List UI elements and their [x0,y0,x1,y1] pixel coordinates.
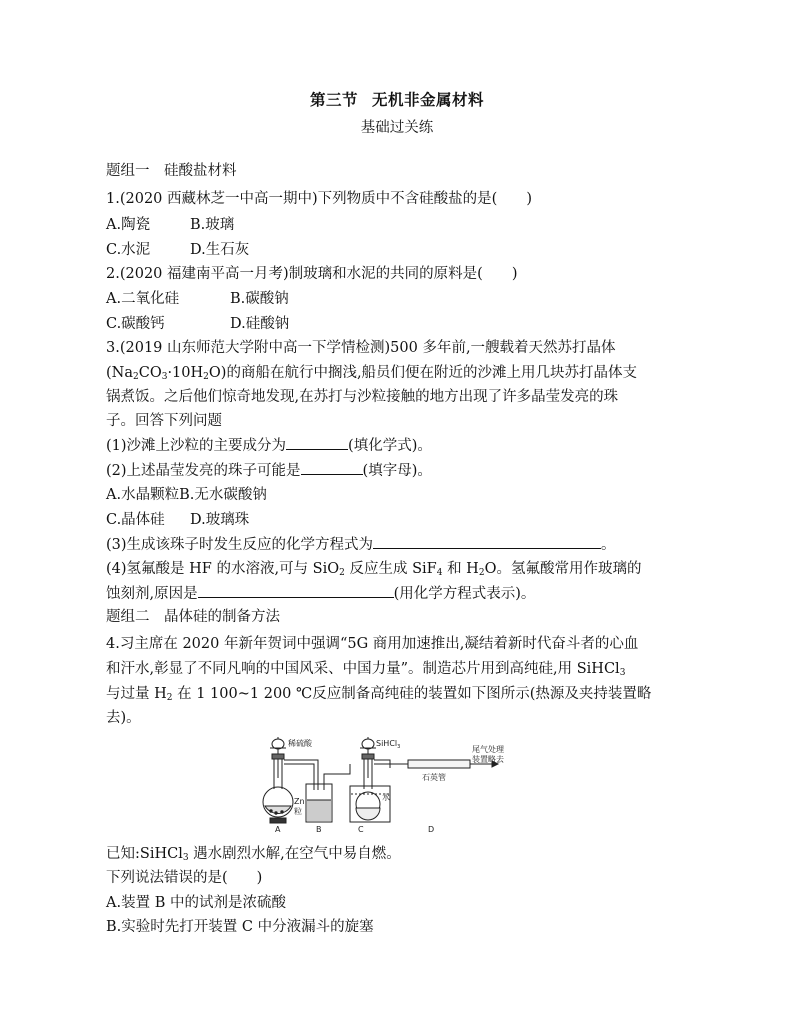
tube-a-b-inner [284,764,314,790]
q4-line2-text: 和汗水,彰显了不同凡响的中国风采、中国力量”。制造芯片用到高纯硅,用 SiHCl [106,661,620,677]
q1-options-row1 [106,214,235,236]
q3-part4-hint: (用化学方程式表示)。 [393,586,536,602]
q3-part4-text: 蚀刻剂,原因是 [106,586,198,602]
q3-part1 [106,435,432,457]
q3-sub: 2 [478,568,485,578]
group-heading-1: 题组一 硅酸盐材料 [106,163,237,179]
q4-sub: 3 [619,668,626,678]
label-tail-gas-2: 装置略去 [472,755,504,764]
q4-line3 [106,683,651,709]
q3-sub: 4 [436,568,443,578]
q3-option-b: B.无水碳酸钠 [179,487,267,503]
q3-part4-line1 [106,558,641,584]
apparatus-figure [258,734,510,836]
q4-line2 [106,658,625,684]
q3-line4: 子。回答下列问题 [106,413,222,429]
label-granule: 粒 [294,807,302,816]
funnel-c [360,737,376,778]
q3-sub: 2 [133,372,139,382]
q3-line3: 锅煮饭。之后他们惊奇地发现,在苏打与沙粒接触的地方出现了许多晶莹发亮的珠 [106,389,619,405]
bottle-b [306,764,350,822]
q4-sub: 2 [166,693,173,703]
label-water: 水 [382,793,390,802]
section-title [0,88,794,110]
q3-option-a: A.水晶颗粒 [106,487,180,503]
flask-c-bath [350,759,390,822]
q4-option-b: B.实验时先打开装置 C 中分液漏斗的旋塞 [106,919,374,935]
q4-ask: 下列说法错误的是( ) [106,870,263,886]
q3-formula-text: CO [138,365,162,381]
q3-part2 [106,460,432,482]
q3-part2-hint: (填字母)。 [362,463,432,479]
q3-part4-text: O。氢氟酸常用作玻璃的 [484,561,642,577]
q4-line1: 4.习主席在 2020 年新年贺词中强调“5G 商用加速推出,凝结着新时代奋斗者的心血 [106,636,639,652]
q3-options-row2 [106,509,250,531]
q4-line3-text: 在 1 100~1 200 ℃反应制备高纯硅的装置如下图所示(热源及夹持装置略 [172,686,652,702]
q4-sub: 3 [182,853,189,863]
q4-known [106,843,401,869]
q3-line2 [106,362,637,388]
q3-part1-hint: (填化学式)。 [348,438,432,454]
q3-part2-blank[interactable] [301,460,363,475]
q4-option-a: A.装置 B 中的试剂是浓硫酸 [106,895,286,911]
q2-options-row2 [106,313,290,335]
group-heading-2: 题组二 晶体硅的制备方法 [106,609,280,625]
q3-part4-text: 反应生成 SiF [344,561,437,577]
q4-line4: 去)。 [106,710,141,726]
q3-option-d: D.玻璃珠 [190,512,250,528]
q1-option-c: C.水泥 [106,242,151,258]
q3-sub: 2 [203,372,209,382]
label-b: B [316,825,322,834]
label-tail-gas-1: 尾气处理 [472,745,504,754]
q2-option-a: A.二氧化硅 [106,291,180,307]
q3-option-c: C.晶体硅 [106,512,165,528]
q3-formula-text: (Na [106,365,133,381]
label-dilute-acid: 稀硫酸 [288,739,312,748]
q2-options-row1 [106,288,289,310]
q3-part1-text: (1)沙滩上沙粒的主要成分为 [106,438,287,454]
section-subtitle: 基础过关练 [360,120,434,136]
q3-part4-text: 和 H [442,561,479,577]
q4-known-text: 遇水剧烈水解,在空气中易自燃。 [188,846,401,862]
q3-part4-line2 [106,583,535,605]
q3-part4-blank[interactable] [198,583,394,598]
q3-options-row1 [106,484,267,506]
q3-sub: 3 [161,372,168,382]
section-number: 第三节 [309,91,358,109]
q3-sub: 2 [339,568,345,578]
q2-stem: 2.(2020 福建南平高一月考)制玻璃和水泥的共同的原料是( ) [106,266,518,282]
label-d: D [428,825,435,834]
q3-line2-text: O)的商船在航行中搁浅,船员们便在附近的沙滩上用几块苏打晶体支 [208,365,638,381]
label-c: C [358,825,364,834]
q2-option-b: B.碳酸钠 [230,291,289,307]
label-quartz-tube: 石英管 [422,773,446,782]
q3-part4-text: (4)氢氟酸是 HF 的水溶液,可与 SiO [106,561,340,577]
q1-stem: 1.(2020 西藏林芝一中高一期中)下列物质中不含硅酸盐的是( ) [106,191,532,207]
q3-line1: 3.(2019 山东师范大学附中高一下学情检测)500 多年前,一艘载着天然苏打晶体 [106,340,616,356]
label-sihcl3: SiHCl$_3$ [376,739,401,750]
q3-part2-text: (2)上述晶莹发亮的珠子可能是 [106,463,301,479]
q1-options-row2 [106,239,250,261]
label-a: A [275,825,281,834]
q3-formula-text: ·10H [167,365,204,381]
q2-option-c: C.碳酸钙 [106,316,165,332]
q1-option-d: D.生石灰 [190,242,250,258]
q3-part3 [106,534,616,556]
q3-part3-end: 。 [601,537,616,553]
section-name: 无机非金属材料 [372,91,485,109]
q4-known-text: 已知:SiHCl [106,846,183,862]
q3-part3-blank[interactable] [373,534,601,549]
q3-part3-text: (3)生成该珠子时发生反应的化学方程式为 [106,537,374,553]
q2-option-d: D.硅酸钠 [230,316,290,332]
q4-line3-text: 与过量 H [106,686,167,702]
q1-option-b: B.玻璃 [190,217,235,233]
label-zn: Zn [294,797,305,806]
q3-part1-blank[interactable] [286,435,348,450]
q1-option-a: A.陶瓷 [106,217,151,233]
